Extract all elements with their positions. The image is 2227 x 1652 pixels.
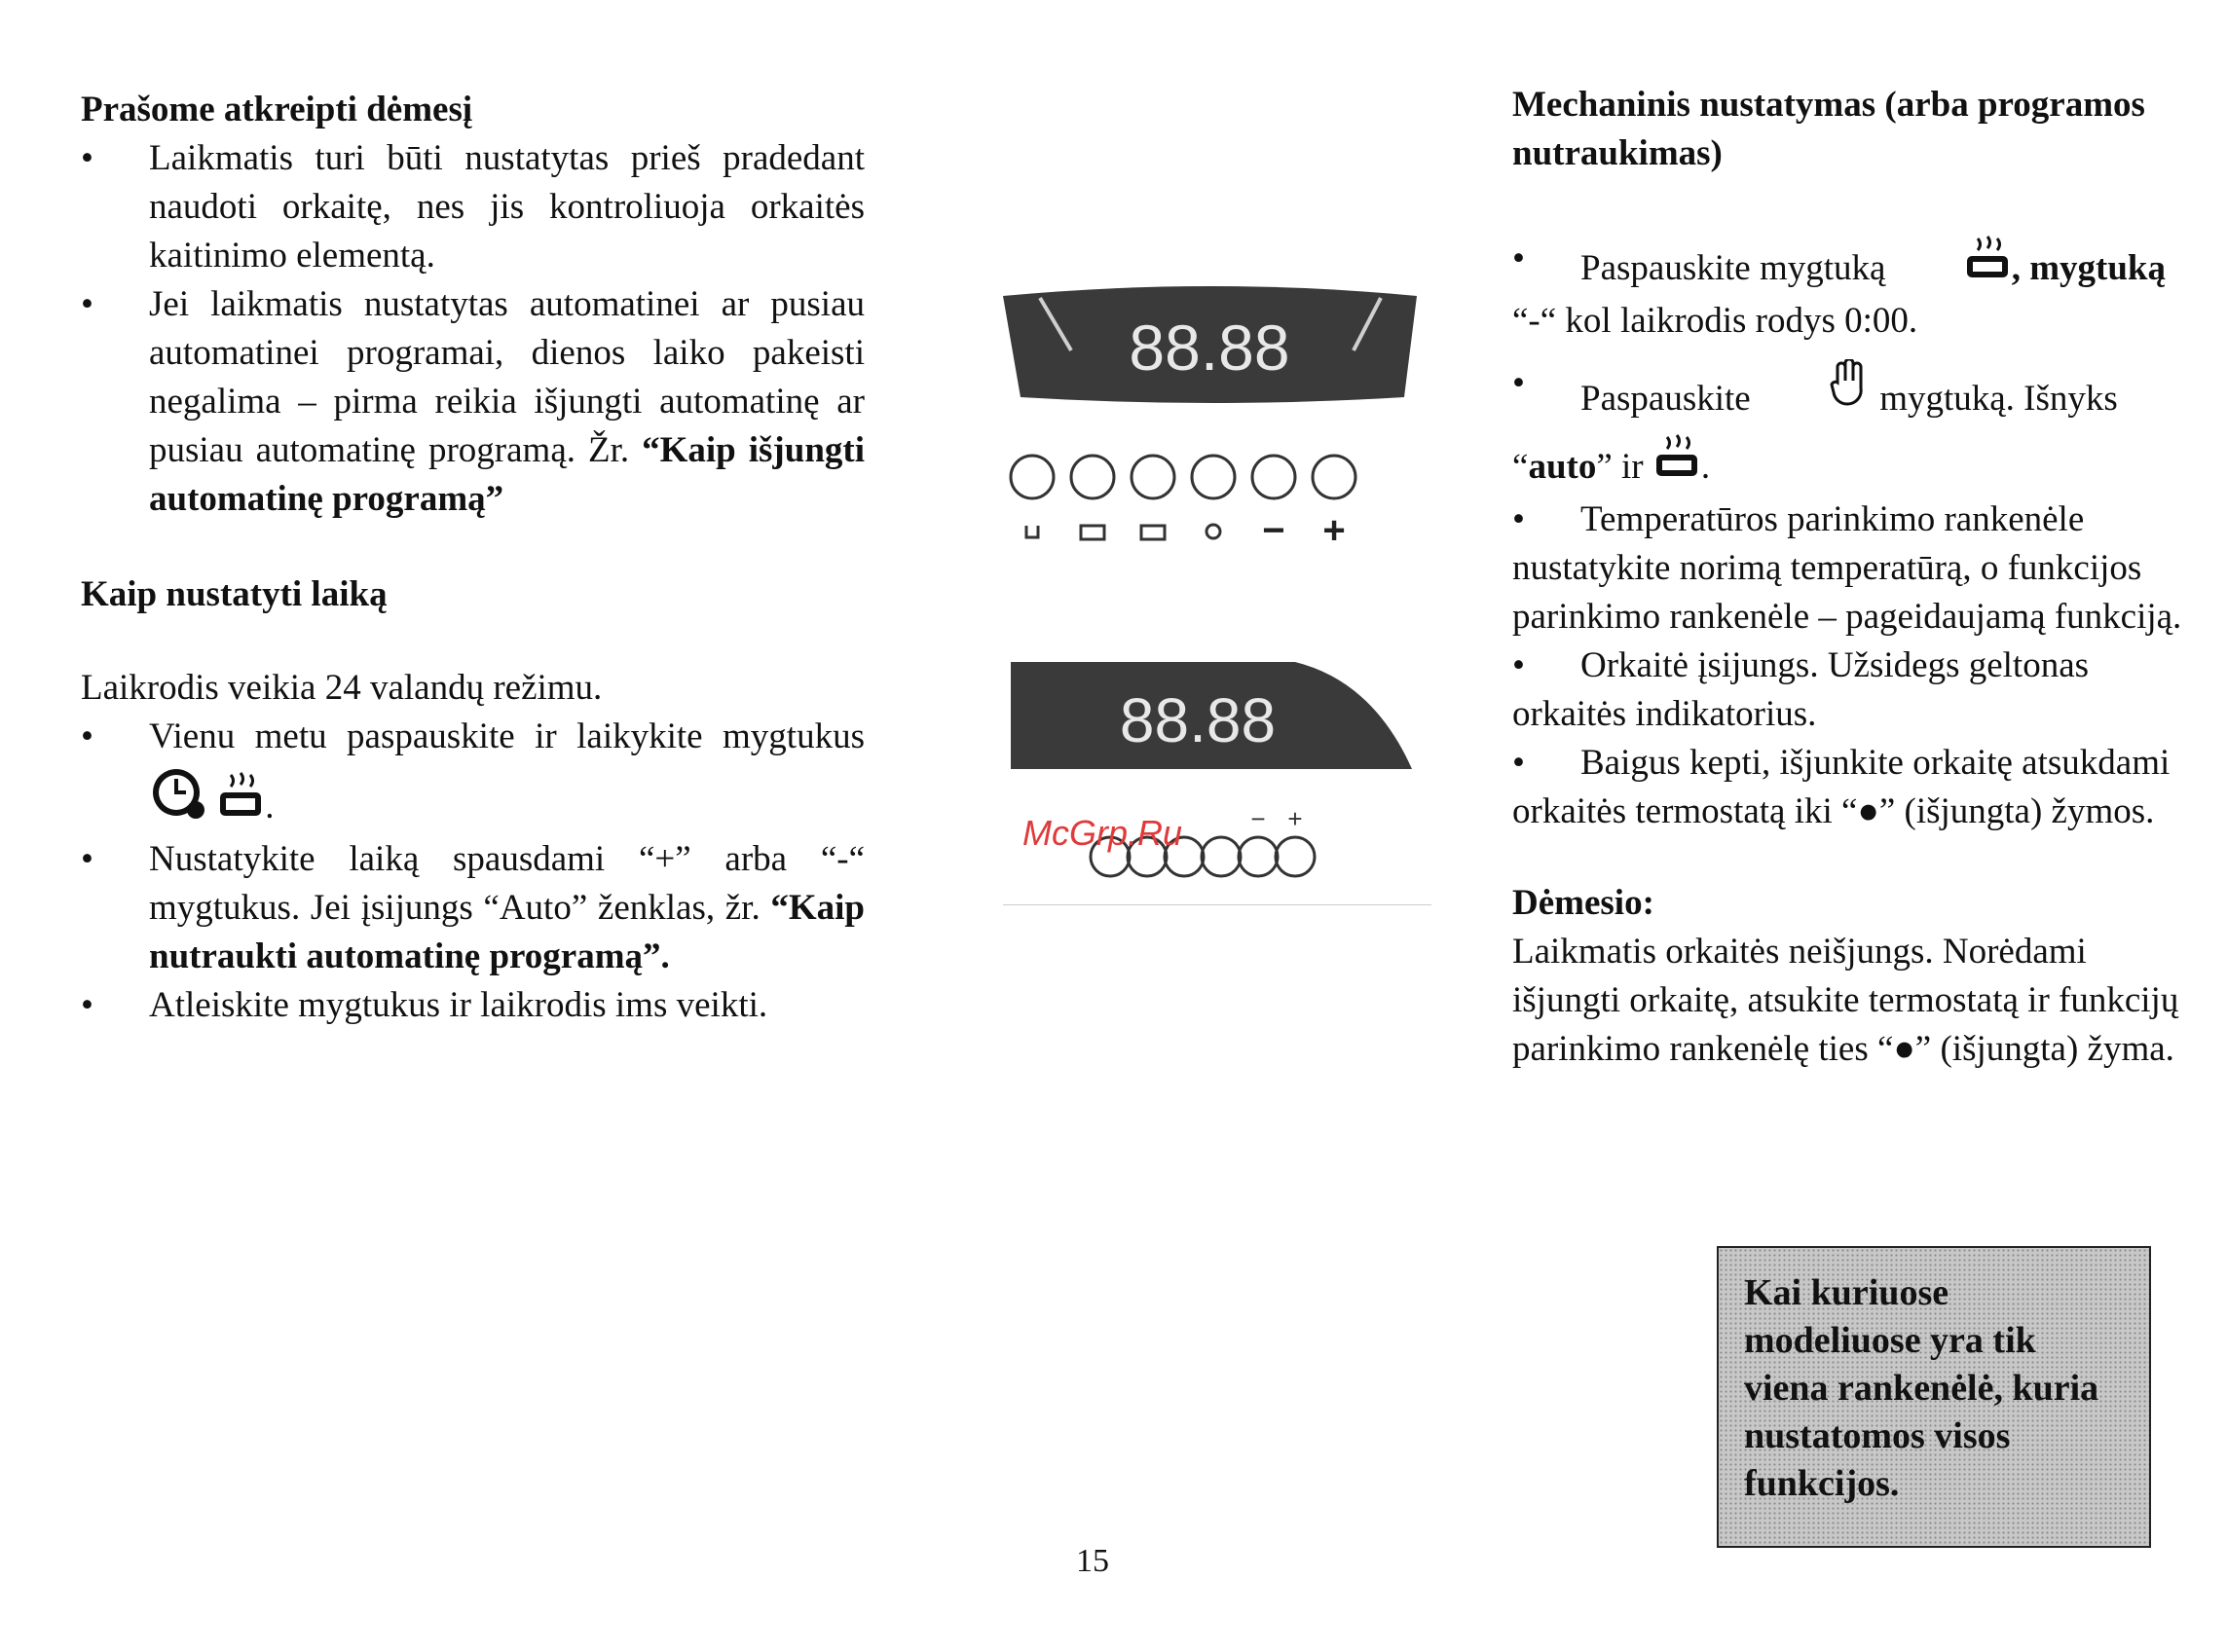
reference-link-text: “Kaip nutraukti automatinę programą”. bbox=[149, 888, 865, 976]
list-item: • Paspauskite mygtuką , mygtuką “-“ kol laikrodis rodys 0:00. bbox=[1512, 235, 2194, 346]
attention-heading: Dėmesio: bbox=[1512, 883, 1654, 923]
watermark: McGrp.Ru bbox=[1022, 813, 1183, 853]
list-item bbox=[81, 835, 865, 981]
left-column bbox=[81, 86, 865, 1030]
filled-circle-icon: ● bbox=[1857, 791, 1879, 831]
list-item bbox=[81, 981, 865, 1030]
display-digits: 88.88 bbox=[1119, 685, 1277, 755]
pot-steam-icon bbox=[1895, 235, 2012, 297]
pot-icon bbox=[1141, 526, 1165, 539]
minus-button[interactable] bbox=[1252, 456, 1295, 498]
timer-icon bbox=[1026, 526, 1038, 537]
filled-circle-icon: ● bbox=[1893, 1029, 1915, 1069]
reference-link-text: “Kaip išjungti automatinę programą” bbox=[149, 430, 865, 519]
auto-button[interactable] bbox=[1071, 456, 1114, 498]
plus-button[interactable] bbox=[1313, 456, 1355, 498]
pot-steam-icon bbox=[216, 771, 265, 835]
control-panel-top bbox=[1003, 282, 1422, 565]
display-digits: 88.88 bbox=[1129, 312, 1290, 384]
manual-button[interactable] bbox=[1192, 456, 1235, 498]
list-item-text: Jei laikmatis nustatytas automatinei ar pusiau automatinei programai, dienos laiko pakeisti negalima – pirma reikia išjungti automatinę ar pusiau automatinę programą. Žr. bbox=[149, 284, 865, 470]
note-box: Kai kuriuose modeliuose yra tik viena rankenėlė, kuria nustatomos visos funkcijos. bbox=[1717, 1246, 2151, 1548]
plus-label: + bbox=[1287, 804, 1303, 833]
plus-button[interactable] bbox=[1276, 837, 1315, 876]
list-item-text: Vienu metu paspauskite ir laikykite mygtukus bbox=[149, 716, 865, 756]
time-heading: Kaip nustatyti laiką bbox=[81, 574, 388, 614]
minus-label: − bbox=[1262, 509, 1285, 552]
list-item: • Temperatūros parinkimo rankenėle nustatykite norimą temperatūrą, o funkcijos parinkimo rankenėle – pageidaujamą funkciją. bbox=[1512, 496, 2194, 642]
pot-steam-icon bbox=[1652, 433, 1701, 496]
right-column bbox=[1512, 81, 2194, 1074]
page-number: 15 bbox=[1076, 1543, 1109, 1579]
attention-list bbox=[81, 134, 865, 524]
list-item: • Orkaitė įsijungs. Užsidegs geltonas orkaitės indikatorius. bbox=[1512, 642, 2194, 739]
mechanical-heading: Mechaninis nustatymas (arba programos nutraukimas) bbox=[1512, 85, 2145, 173]
plus-label: + bbox=[1322, 509, 1346, 552]
list-item: • Baigus kepti, išjunkite orkaitę atsukdami orkaitės termostatą iki “●” (išjungta) žymos. bbox=[1512, 739, 2194, 836]
clock-icon bbox=[149, 761, 207, 835]
time-list bbox=[81, 713, 865, 1030]
clock-intro: Laikrodis veikia 24 valandų režimu. bbox=[81, 668, 603, 708]
list-item bbox=[81, 134, 865, 280]
list-item-text: Laikmatis turi būti nustatytas prieš pradedant naudoti orkaitę, nes jis kontroliuoja orkaitės kaitinimo elementą. bbox=[149, 138, 865, 275]
attention-heading: Prašome atkreipti dėmesį bbox=[81, 90, 473, 129]
attention-text: Laikmatis orkaitės neišjungs. Norėdami išjungti orkaitę, atsukite termostatą ir funkcijų parinkimo rankenėlę ties “●” (išjungta) žyma. bbox=[1512, 932, 2179, 1069]
minus-label: − bbox=[1250, 804, 1266, 833]
list-item: • Vienu metu paspauskite ir laikykite mygtukus . bbox=[81, 713, 865, 835]
list-item: • Paspauskite mygtuką. Išnyks bbox=[1512, 359, 2194, 427]
manual-button[interactable] bbox=[1202, 837, 1241, 876]
list-item-cont: “auto” ir . bbox=[1512, 433, 2194, 496]
panel-buttons bbox=[1011, 456, 1355, 498]
list-item-text: Nustatykite laiką spausdami “+” arba “-“ mygtukus. Jei įsijungs “Auto” ženklas, žr. bbox=[149, 839, 865, 928]
list-item-text: Atleiskite mygtukus ir laikrodis ims veikti. bbox=[149, 985, 768, 1025]
control-panel-bottom bbox=[1003, 662, 1431, 905]
hand-icon bbox=[1206, 525, 1220, 538]
list-item bbox=[81, 280, 865, 524]
minus-button[interactable] bbox=[1239, 837, 1278, 876]
timer-button[interactable] bbox=[1011, 456, 1054, 498]
hand-icon bbox=[1760, 359, 1871, 427]
pot-steam-icon bbox=[1081, 526, 1104, 539]
stop-button[interactable] bbox=[1132, 456, 1174, 498]
